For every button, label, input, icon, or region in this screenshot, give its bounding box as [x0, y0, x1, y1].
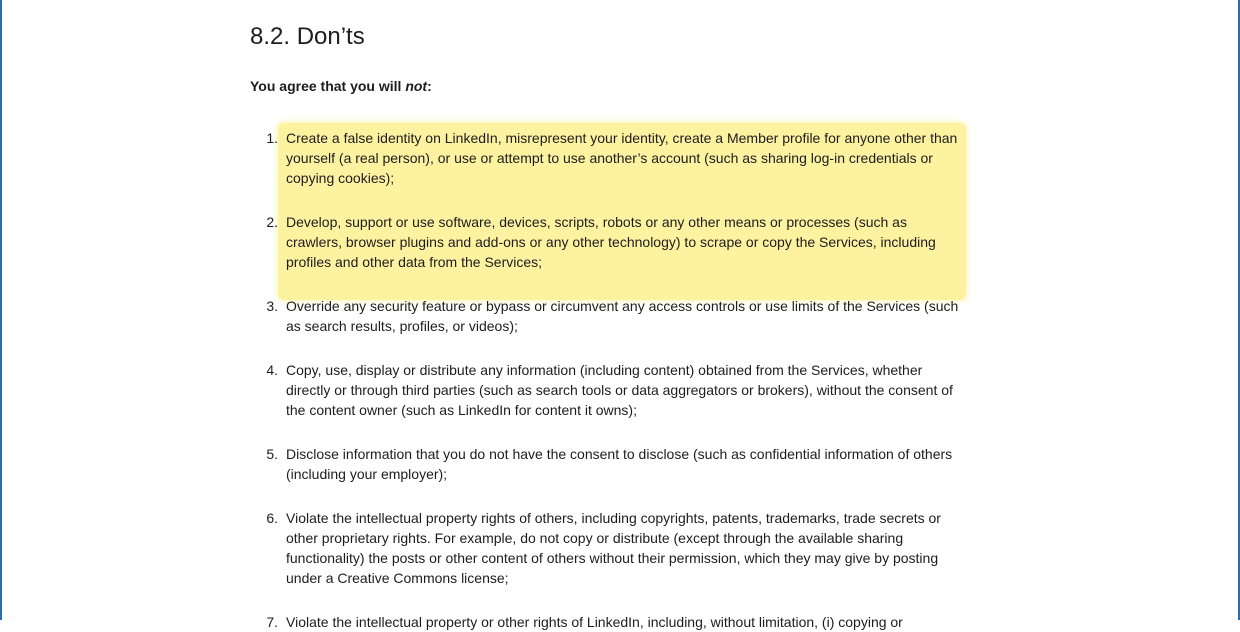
item-number: 7.: [266, 614, 278, 630]
intro-prefix: You agree that you will: [250, 78, 406, 94]
item-text[interactable]: Develop, support or use software, devices, scripts, robots or any other means or processes (such as crawlers, browser plugins and add-ons or any other technology) to scrape or copy the Services, including profiles and other data from the Services;: [286, 214, 936, 270]
item-number: 1.: [266, 130, 278, 146]
item-number: 2.: [266, 214, 278, 230]
item-text[interactable]: Override any security feature or bypass or circumvent any access controls or use limits of the Services (such as search results, profiles, or videos);: [286, 298, 959, 334]
item-text[interactable]: Disclose information that you do not have the consent to disclose (such as confidential information of others (including your employer);: [286, 446, 953, 482]
item-text[interactable]: Violate the intellectual property rights of others, including copyrights, patents, trademarks, trade secrets or other proprietary rights. For example, do not copy or distribute (except through the available sharing functionality) the posts or other content of others without their permission, which they may give by posting under a Creative Commons license;: [286, 510, 941, 586]
section-heading: 8.2. Don’ts: [250, 23, 365, 50]
item-text[interactable]: Violate the intellectual property or other rights of LinkedIn, including, without limitation, (i) copying or: [286, 614, 903, 630]
item-number: 4.: [266, 362, 278, 378]
item-number: 5.: [266, 446, 278, 462]
intro-suffix: :: [427, 78, 432, 94]
section-intro: [250, 76, 432, 96]
item-text[interactable]: Copy, use, display or distribute any information (including content) obtained from the Services, whether directly or through third parties (such as search tools or data aggregators or brokers), without the consent of the content owner (such as LinkedIn for content it owns);: [286, 362, 953, 418]
intro-emphasis: not: [405, 78, 428, 94]
item-number: 6.: [266, 510, 278, 526]
item-text[interactable]: Create a false identity on LinkedIn, misrepresent your identity, create a Member profile for anyone other than yourself (a real person), or use or attempt to use another’s account (such as sharing log-in credentials or copying cookies);: [286, 130, 958, 186]
item-number: 3.: [266, 298, 278, 314]
